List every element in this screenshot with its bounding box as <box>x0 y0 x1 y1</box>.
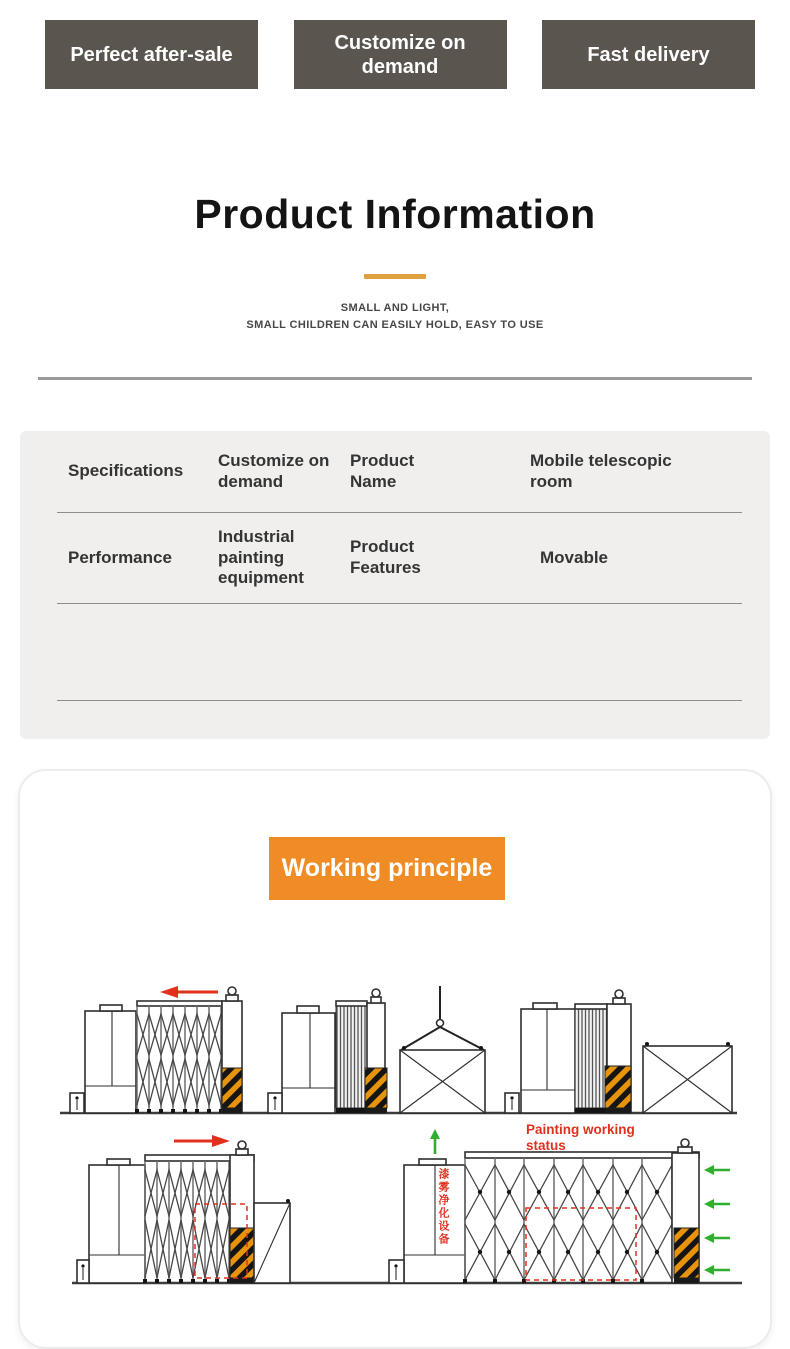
spec-row-empty <box>57 604 742 701</box>
fan-cabinet <box>85 1011 136 1113</box>
spec-value-product-name: Mobile telescopic room <box>530 450 672 491</box>
paint-mist-purifier-label: 漆雾净化设备 <box>437 1168 449 1246</box>
working-principle-banner: Working principle <box>269 837 505 900</box>
accordion-pleats <box>465 1158 672 1283</box>
accent-underline <box>364 274 426 279</box>
working-principle-card <box>18 769 772 1349</box>
accordion-collapsed <box>336 1006 367 1108</box>
crane-hook-icon <box>437 1020 444 1027</box>
spec-value-performance: Industrial painting equipment <box>218 526 304 588</box>
lift-ring-icon <box>372 989 380 997</box>
spec-row-1 <box>57 431 742 513</box>
spec-label-product-name: Product Name <box>350 450 415 491</box>
diagram-booth-retracting <box>70 986 242 1113</box>
hazard-stripe-block <box>605 1066 631 1108</box>
benefit-badges-row <box>0 0 790 89</box>
hazard-stripe-block <box>230 1228 254 1278</box>
hazard-stripe-block <box>365 1068 387 1108</box>
section-subtitle <box>0 300 790 334</box>
badge-fast-delivery: Fast delivery <box>542 20 755 89</box>
page-title: Product Information <box>194 191 596 237</box>
spec-label-specifications: Specifications <box>68 461 184 481</box>
spec-row-2 <box>57 513 742 604</box>
accordion-collapsed <box>575 1008 607 1108</box>
spec-table-card <box>20 431 770 739</box>
lifting-slings <box>401 1027 484 1050</box>
spec-label-product-features: Product Features <box>350 537 421 577</box>
lift-ring-icon <box>615 990 623 998</box>
section-divider <box>38 377 752 380</box>
lift-ring-icon <box>228 987 236 995</box>
spec-value-specifications: Customize on demand <box>218 450 330 491</box>
badge-perfect-after-sale: Perfect after-sale <box>45 20 258 89</box>
subtitle-line-1: SMALL AND LIGHT, <box>340 302 450 314</box>
green-airflow-arrows <box>704 1165 730 1275</box>
fan-cabinet <box>521 1009 575 1113</box>
subtitle-line-2: SMALL CHILDREN CAN EASILY HOLD, EASY TO USE <box>246 319 544 331</box>
spec-label-performance: Performance <box>68 547 172 567</box>
lift-ring-icon <box>238 1141 246 1149</box>
diagram-booth-collapsed-workpiece <box>505 990 732 1113</box>
painting-working-status-label: Painting working status <box>526 1122 635 1153</box>
hazard-stripe-block <box>674 1228 699 1278</box>
lift-ring-icon <box>681 1139 689 1147</box>
diagram-booth-collapsed-crane <box>268 986 485 1113</box>
spec-value-product-features: Movable <box>540 547 609 567</box>
fan-cabinet <box>282 1013 335 1113</box>
diagram-booth-extending <box>77 1135 290 1283</box>
badge-customize-on-demand: Customize on demand <box>294 20 507 89</box>
fan-cabinet <box>89 1165 145 1283</box>
accordion-top-rail <box>137 1001 222 1006</box>
red-dashed-workpiece-outline <box>526 1208 636 1280</box>
hazard-stripe-block <box>222 1068 242 1108</box>
